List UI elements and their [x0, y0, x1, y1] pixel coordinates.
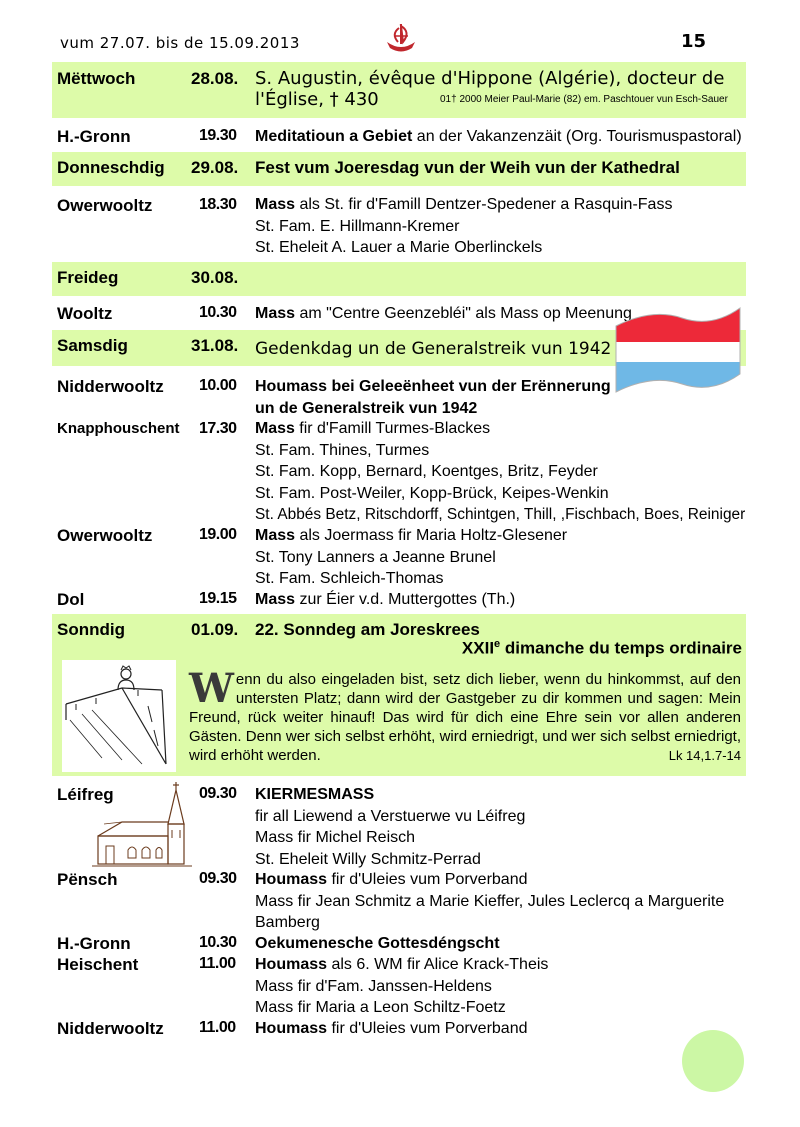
service-line: St. Eheleit Willy Schmitz-Perrad	[255, 850, 481, 868]
service-line: Mass fir d'Fam. Janssen-Heldens	[255, 977, 492, 995]
place-label: Owerwooltz	[57, 196, 153, 215]
subtitle-number: XXII	[461, 638, 495, 658]
quote-text: enn du also eingeladen bist, setz dich lieber, wenn du hinkommst, auf den untersten Platz; dann wird der Gastgeber zu dir kommen und sagen: Mein Freund, rück weiter hinauf! Das wird für dich eine Ehre sein vor allen anderen Gästen. Denn wer sich selbst erhöht, wird erniedrigt, und wer sich selbst erniedrigt, wird erhöht werden.	[189, 671, 741, 764]
time-label: 10.30	[199, 304, 237, 321]
quote-reference: Lk 14,1.7-14	[668, 748, 741, 763]
church-icon	[92, 778, 194, 870]
service-line: St. Fam. Kopp, Bernard, Koentges, Britz, Feyder	[255, 463, 598, 480]
service-line: St. Fam. Thines, Turmes	[255, 441, 430, 459]
service-type: Meditatioun a Gebiet	[255, 128, 413, 145]
place-label: H.-Gronn	[57, 934, 131, 953]
date-label: 29.08.	[191, 158, 239, 177]
service-line	[255, 954, 548, 976]
time-label: 11.00	[199, 1019, 236, 1036]
day-label: Mëttwoch	[57, 69, 136, 88]
service-lines	[255, 784, 525, 870]
service-line: KIERMESMASS	[255, 786, 375, 803]
death-note: 01† 2000 Meier Paul-Marie (82) em. Paschtouer vun Esch-Sauer	[440, 94, 728, 105]
time-label: 19.00	[199, 526, 237, 543]
service-line: St. Fam. Schleich-Thomas	[255, 570, 444, 587]
service-line: St. Abbés Betz, Ritschdorff, Schintgen, Thill, ,Fischbach, Boes, Reiniger	[255, 506, 746, 523]
service-detail: an der Vakanzenzäit (Org. Tourismuspastoral)	[412, 128, 742, 145]
service-lines	[255, 194, 672, 259]
gospel-quote	[189, 665, 741, 765]
date-label: 31.08.	[191, 336, 239, 355]
place-label: Owerwooltz	[57, 526, 153, 545]
date-label: 01.09.	[191, 620, 239, 639]
place-label: Nidderwooltz	[57, 377, 164, 396]
service-line: un de Generalstreik vun 1942	[255, 399, 478, 417]
service-line: Mass fir Maria a Leon Schiltz-Foetz	[255, 999, 506, 1016]
service-line: Mass fir Jean Schmitz a Marie Kieffer, Jules Leclercq a Marguerite	[255, 892, 725, 910]
service-type: Mass	[255, 527, 296, 544]
date-label: 30.08.	[191, 268, 239, 287]
service-line	[255, 525, 567, 547]
sunday-subtitle	[462, 638, 742, 659]
service-type: Mass	[255, 196, 296, 213]
page-number: 15	[681, 31, 707, 52]
service-type: Houmass	[255, 1020, 328, 1037]
period-label: vum 27.07. bis de 15.09.2013	[60, 34, 300, 52]
service-line	[255, 194, 672, 216]
service-line	[255, 589, 515, 611]
service-detail: als Joermass fir Maria Holtz-Glesener	[295, 527, 568, 544]
service-detail: als St. fir d'Famill Dentzer-Spedener a Rasquin-Fass	[295, 196, 673, 213]
service-detail: als 6. WM fir Alice Krack-Theis	[327, 956, 549, 973]
time-label: 10.30	[199, 934, 237, 951]
service-lines	[255, 954, 548, 1019]
service-detail: am "Centre Geenzebléi" als Mass op Meenung	[295, 305, 632, 322]
sunday-title: 22. Sonndeg am Joreskrees	[255, 620, 480, 639]
service-lines	[255, 869, 724, 934]
gospel-illustration	[62, 660, 176, 772]
time-label: 18.30	[199, 196, 237, 213]
service-lines	[255, 376, 611, 419]
time-label: 17.30	[199, 420, 237, 437]
banquet-table-icon	[62, 660, 176, 772]
place-label: Pënsch	[57, 870, 118, 889]
place-label: Heischent	[57, 955, 139, 974]
day-label: Freideg	[57, 268, 119, 287]
service-detail: fir d'Uleies vum Porverband	[327, 871, 528, 888]
quote-dropcap: W	[189, 665, 234, 712]
page-header	[0, 0, 800, 60]
time-label: 19.15	[199, 590, 237, 607]
service-line: fir all Liewend a Verstuerwe vu Léifreg	[255, 807, 526, 825]
feast-title: Fest vum Joeresdag vun der Weih vun der Kathedral	[255, 158, 680, 177]
subtitle-superscript: e	[494, 638, 501, 650]
time-label: 11.00	[199, 955, 236, 972]
time-label: 19.30	[199, 127, 237, 144]
service-line: Oekumenesche Gottesdéngscht	[255, 935, 500, 952]
luxembourg-flag-icon	[612, 300, 744, 400]
date-label: 28.08.	[191, 69, 239, 88]
decorative-circle	[682, 1030, 744, 1092]
subtitle-text: dimanche du temps ordinaire	[500, 638, 742, 658]
service-line	[255, 303, 632, 325]
place-label: Nidderwooltz	[57, 1019, 164, 1038]
feast-title-line1: S. Augustin, évêque d'Hippone (Algérie), docteur de	[255, 68, 725, 89]
service-line: Bamberg	[255, 914, 320, 931]
service-line: Houmass bei Geleeënheet vun der Erënnerung	[255, 378, 611, 395]
service-line: St. Fam. Post-Weiler, Kopp-Brück, Keipes-Wenkin	[255, 484, 609, 502]
service-type: Houmass	[255, 871, 328, 888]
service-line	[255, 1018, 528, 1040]
service-line	[255, 126, 742, 148]
place-label: Wooltz	[57, 304, 113, 323]
service-detail: fir d'Famill Turmes-Blackes	[294, 420, 491, 437]
service-line	[255, 418, 745, 440]
service-type: Mass	[255, 305, 296, 322]
feast-title: Gedenkdag un de Generalstreik vun 1942	[255, 339, 612, 359]
time-label: 10.00	[199, 377, 237, 394]
day-label: Donneschdig	[57, 158, 165, 177]
place-label: Knapphouschent	[57, 420, 180, 437]
time-label: 09.30	[199, 785, 237, 802]
service-lines	[255, 418, 745, 526]
place-label: H.-Gronn	[57, 127, 131, 146]
service-line: St. Fam. E. Hillmann-Kremer	[255, 217, 460, 235]
feast-title-line2: l'Église, † 430	[255, 89, 379, 110]
day-band-freideg	[52, 262, 746, 296]
time-label: 09.30	[199, 870, 237, 887]
service-line: St. Tony Lanners a Jeanne Brunel	[255, 548, 496, 566]
service-line	[255, 869, 724, 891]
service-type: Mass	[255, 591, 296, 608]
service-type: Mass	[255, 420, 295, 437]
day-label: Samsdig	[57, 336, 128, 355]
place-label: Léifreg	[57, 785, 114, 804]
service-line: Mass fir Michel Reisch	[255, 829, 416, 846]
service-lines	[255, 525, 567, 590]
parish-logo-icon	[384, 22, 418, 56]
service-detail: fir d'Uleies vum Porverband	[327, 1020, 528, 1037]
service-type: Houmass	[255, 956, 328, 973]
service-line: St. Eheleit A. Lauer a Marie Oberlinckels	[255, 239, 543, 256]
service-detail: zur Éier v.d. Muttergottes (Th.)	[295, 591, 516, 608]
day-label: Sonndig	[57, 620, 125, 639]
place-label: Dol	[57, 590, 85, 609]
